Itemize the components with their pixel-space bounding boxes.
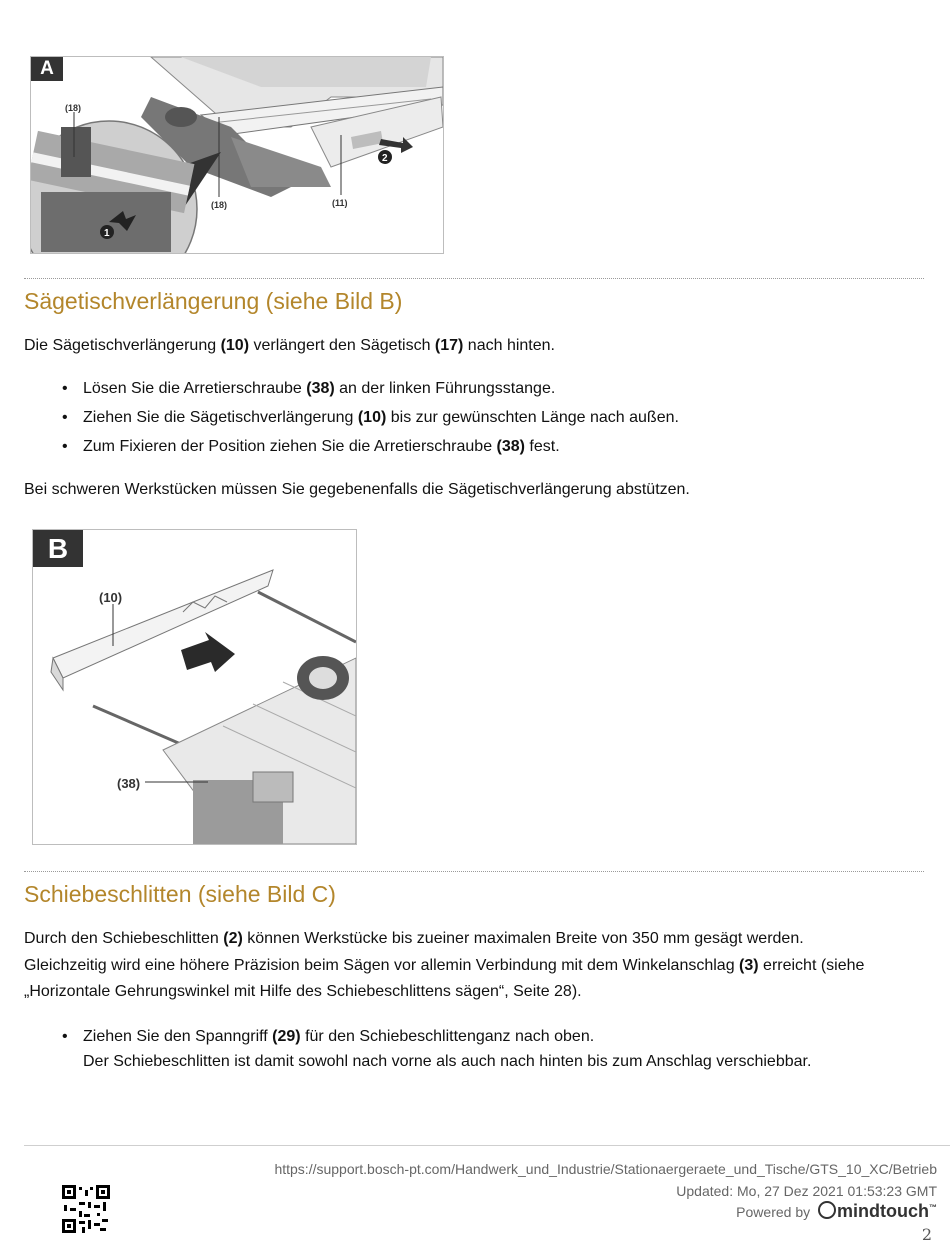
footer-url[interactable]: https://support.bosch-pt.com/Handwerk_und_Industrie/Stationaergeraete_und_Tische/GTS_10_XC/Betrieb	[274, 1161, 937, 1177]
mindtouch-logo: mindtouch™	[818, 1201, 937, 1221]
label-18: (18)	[211, 200, 228, 210]
footer-divider	[24, 1145, 950, 1146]
label-11: (11)	[332, 198, 348, 208]
mindtouch-icon	[818, 1201, 836, 1219]
section-divider-1	[24, 278, 924, 279]
footer-updated: Updated: Mo, 27 Dez 2021 01:53:23 GMT	[676, 1183, 937, 1199]
step-2-marker: 2	[382, 153, 388, 164]
figure-b-illustration	[33, 530, 356, 844]
section-heading-sliding-carriage: Schiebeschlitten (siehe Bild C)	[24, 881, 336, 907]
carriage-para-line-2: Gleichzeitig wird eine höhere Präzision beim Sägen vor allemin Verbindung mit dem Winkelanschlag (3) erreicht (siehe	[24, 957, 865, 974]
extension-note: Bei schweren Werkstücken müssen Sie gegebenenfalls die Sägetischverlängerung abstützen.	[24, 481, 690, 498]
figure-a-illustration	[31, 57, 443, 253]
footer-powered-by: Powered by mindtouch™	[736, 1201, 937, 1221]
figure-a-letter: A	[31, 57, 63, 81]
carriage-para-line-1: Durch den Schiebeschlitten (2) können Werkstücke bis zueiner maximalen Breite von 350 mm gesägt werden.	[24, 930, 804, 947]
section-heading-extension: Sägetischverlängerung (siehe Bild B)	[24, 288, 403, 314]
step-1-marker: 1	[104, 228, 110, 239]
label-18-inset: (18)	[65, 103, 82, 113]
qr-code-icon	[62, 1185, 110, 1233]
label-38: (38)	[117, 776, 141, 791]
label-10: (10)	[99, 590, 123, 605]
extension-intro: Die Sägetischverlängerung (10) verlängert den Sägetisch (17) nach hinten.	[24, 337, 555, 354]
page-number: 2	[921, 1225, 932, 1244]
figure-a	[30, 56, 444, 254]
figure-b	[32, 529, 357, 845]
carriage-para-line-3: „Horizontale Gehrungswinkel mit Hilfe des Schiebeschlittens sägen“, Seite 28).	[24, 983, 582, 1000]
figure-b-letter: B	[33, 530, 83, 567]
section-divider-2	[24, 871, 924, 872]
